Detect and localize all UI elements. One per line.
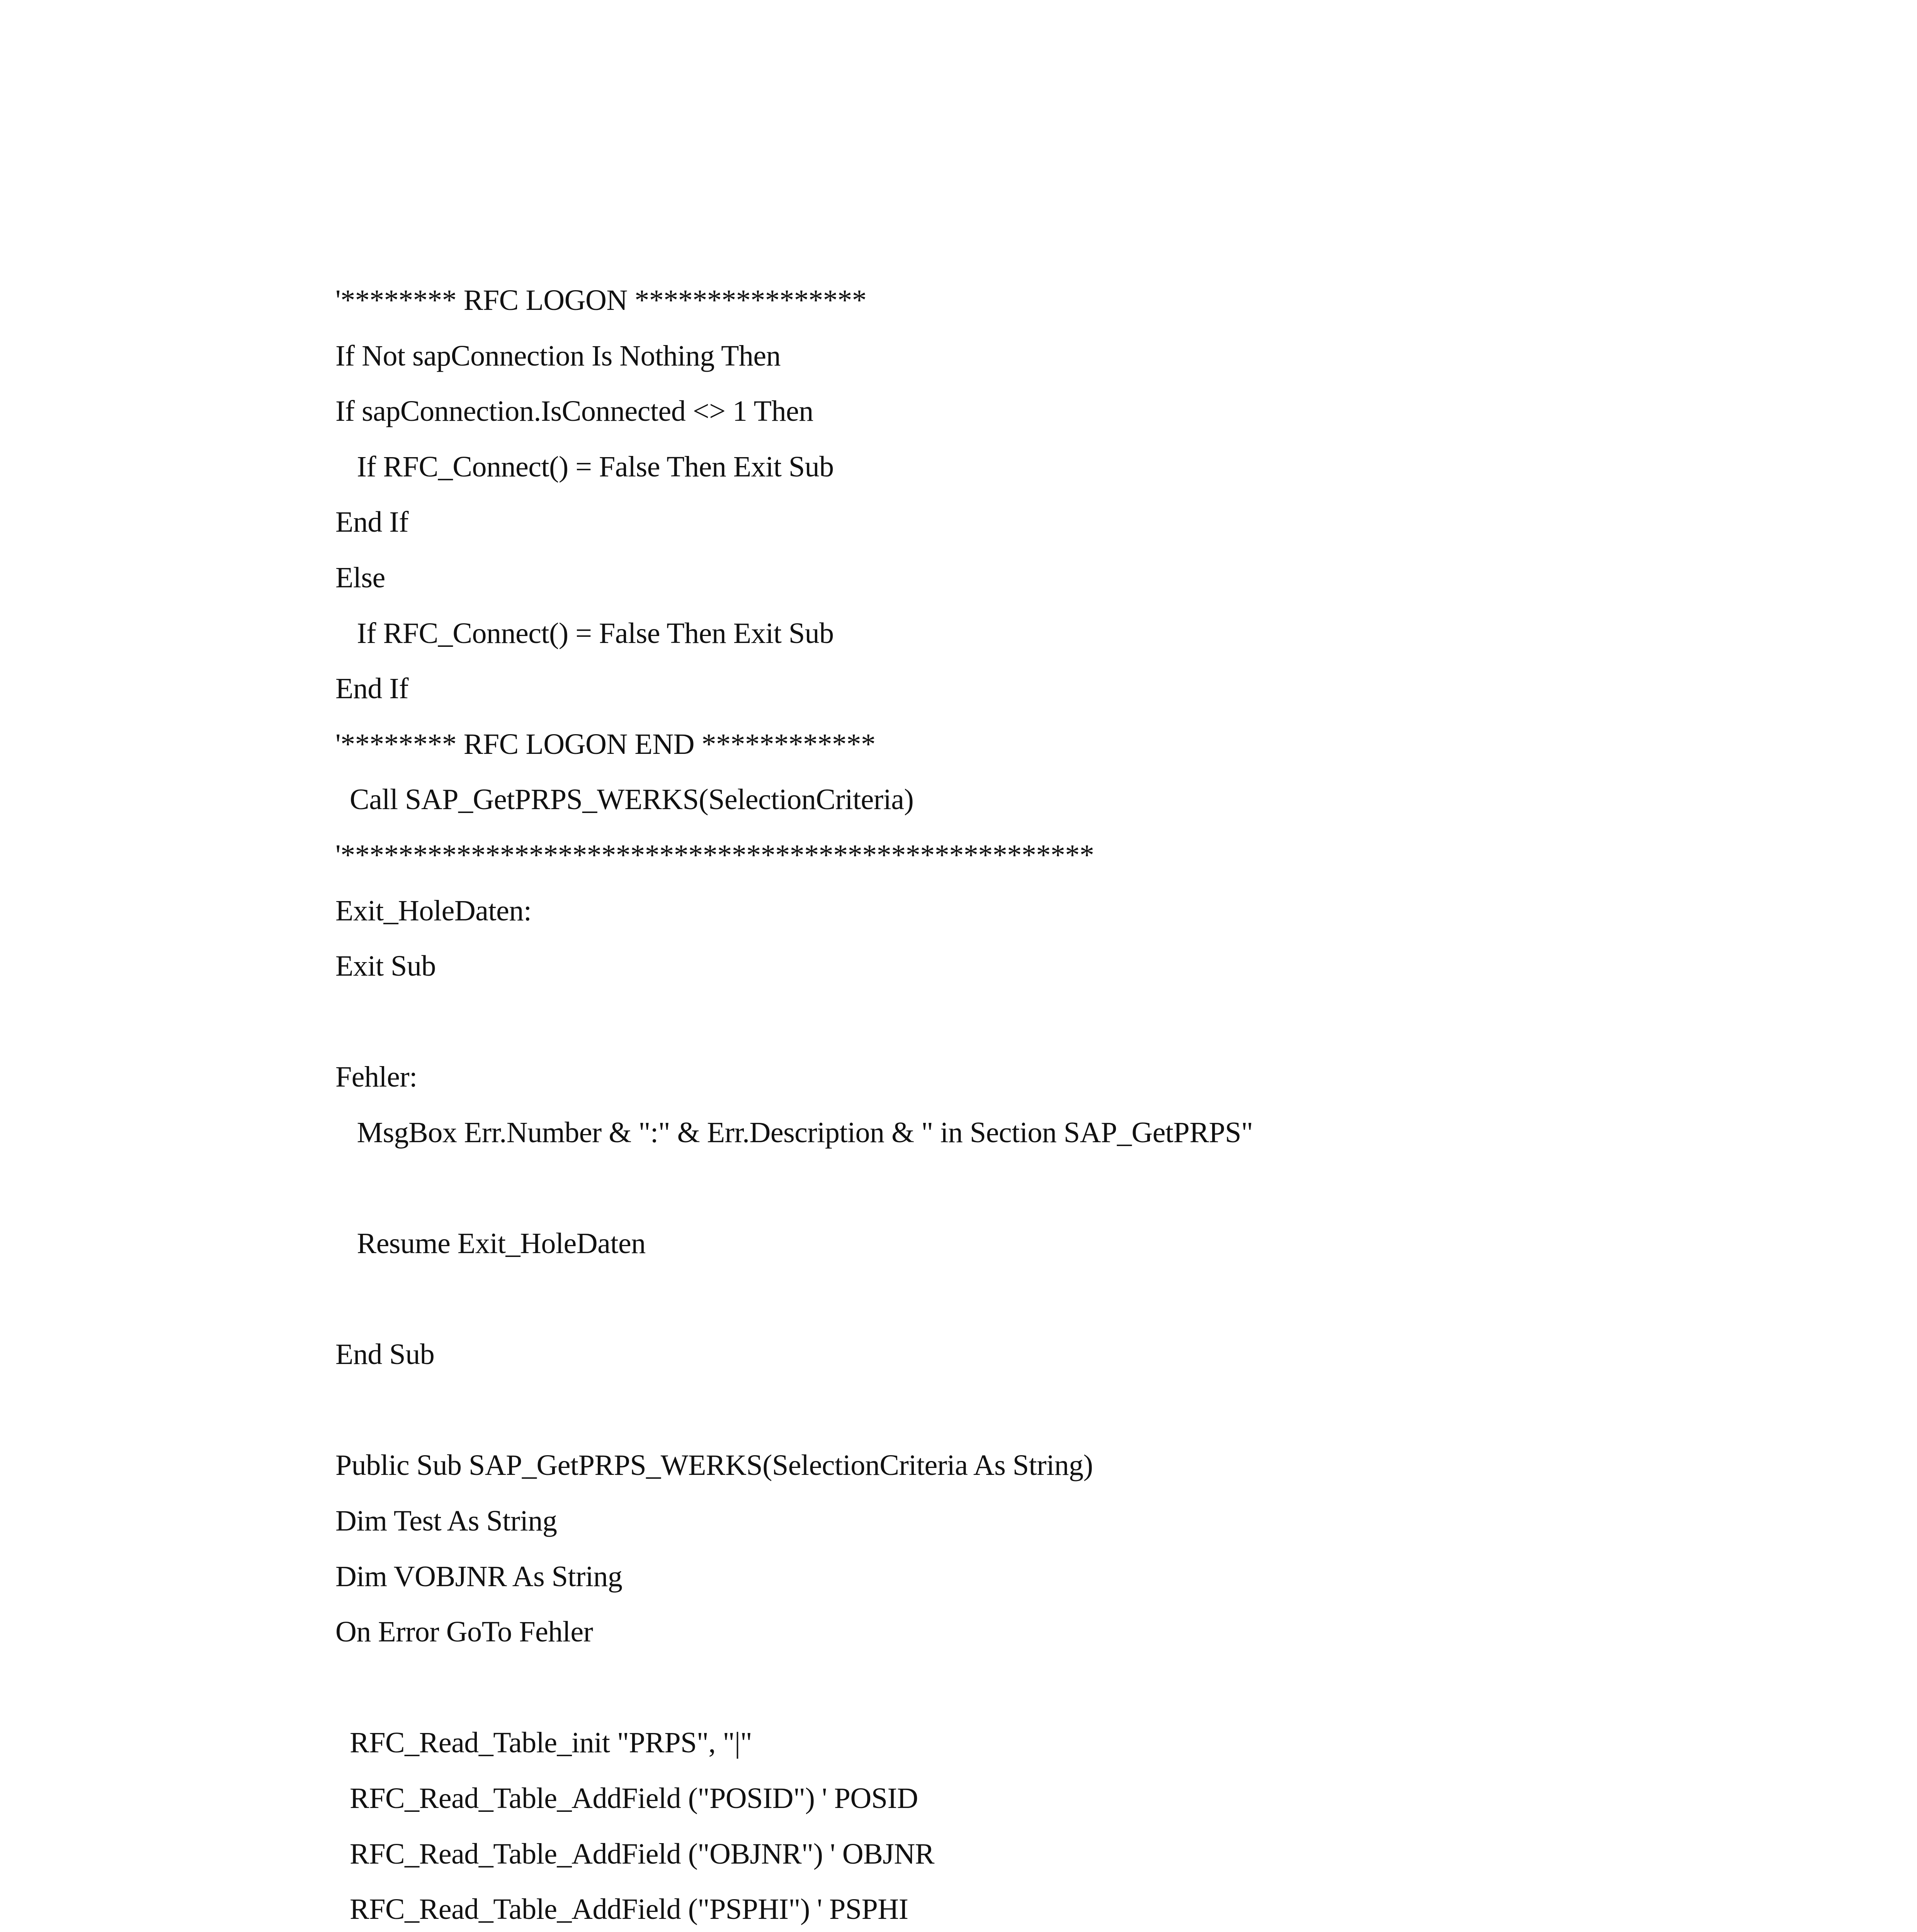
code-line: RFC_Read_Table_AddField ("POSID") ' POSID [335,1782,918,1815]
code-line-blank [335,1272,1726,1327]
code-line: End Sub [335,1338,435,1371]
code-line: Dim VOBJNR As String [335,1560,623,1593]
code-line: RFC_Read_Table_AddField ("PSPHI") ' PSPHI [335,1893,908,1926]
code-line: End If [335,672,409,705]
code-line: If sapConnection.IsConnected <> 1 Then [335,395,813,428]
code-line: On Error GoTo Fehler [335,1616,593,1648]
code-line: Call SAP_GetPRPS_WERKS(SelectionCriteria) [335,783,914,816]
code-line: RFC_Read_Table_AddField ("OBJNR") ' OBJNR [335,1837,934,1870]
code-line: RFC_Read_Table_init "PRPS", "|" [335,1726,752,1759]
code-line: If RFC_Connect() = False Then Exit Sub [335,450,834,483]
code-line: Else [335,561,385,594]
code-line: '******** RFC LOGON END ************ [335,728,876,760]
code-line: Resume Exit_HoleDaten [335,1227,646,1260]
code-line: Exit_HoleDaten: [335,894,532,927]
code-line: '**************************************************** [335,838,1094,871]
code-line: If RFC_Connect() = False Then Exit Sub [335,617,834,650]
code-line-blank [335,994,1726,1050]
code-line: Exit Sub [335,950,436,983]
code-line: MsgBox Err.Number & ":" & Err.Description & " in Section SAP_GetPRPS" [335,1116,1253,1149]
code-line-blank [335,1660,1726,1716]
code-line: End If [335,506,409,539]
code-listing [335,273,1726,1932]
code-line: Fehler: [335,1061,417,1094]
code-line: '******** RFC LOGON **************** [335,284,867,316]
code-line: If Not sapConnection Is Nothing Then [335,339,781,372]
code-line-blank [335,1383,1726,1438]
code-line: Dim Test As String [335,1505,557,1537]
code-line: Public Sub SAP_GetPRPS_WERKS(SelectionCriteria As String) [335,1449,1093,1482]
code-line-blank [335,1161,1726,1216]
